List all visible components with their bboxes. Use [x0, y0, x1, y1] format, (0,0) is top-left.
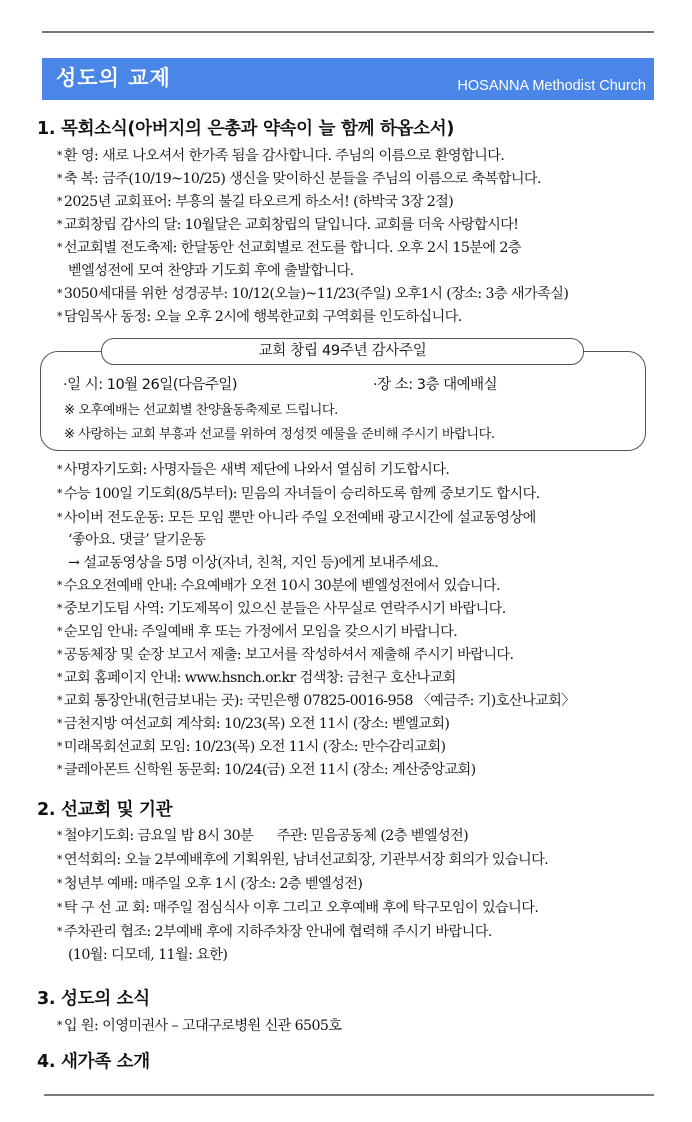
asterisk-bullet-icon: *: [57, 172, 62, 185]
item-continuation: → 설교동영상을 5명 이상(자녀, 친척, 지인 등)에게 보내주세요.: [68, 555, 439, 571]
top-divider: [42, 31, 654, 33]
list-item: [57, 1016, 341, 1037]
item-continuation: 벧엘성전에 모여 찬양과 기도회 후에 출발합니다.: [68, 263, 354, 279]
notice-note: ※ 오후예배는 선교회별 찬양율동축제로 드립니다.: [64, 403, 338, 418]
asterisk-bullet-icon: *: [57, 310, 62, 323]
list-item: [57, 192, 453, 213]
list-item: [57, 874, 362, 895]
item-text: 2025년 교회표어: 부흥의 불길 타오르게 하소서! (하박국 3장 2절): [63, 194, 454, 210]
item-text: 미래목회선교회 모임: 10/23(목) 오전 11시 (장소: 만수감리교회): [63, 739, 446, 755]
item-text: 교회창립 감사의 달: 10월달은 교회창립의 달입니다. 교회를 더욱 사랑합시다!: [63, 217, 519, 233]
item-text: 청년부 예배: 매주일 오후 1시 (장소: 2층 벧엘성전): [63, 876, 363, 892]
item-text: 사이버 전도운동: 모든 모임 뿐만 아니라 주일 오전예배 광고시간에 설교동영상에: [63, 510, 536, 526]
list-item: [57, 760, 476, 781]
list-item: [57, 668, 456, 689]
list-item: [57, 146, 504, 167]
list-item: [57, 307, 462, 328]
asterisk-bullet-icon: *: [57, 740, 62, 753]
list-item: [57, 599, 506, 620]
item-text: 3050세대를 위한 성경공부: 10/12(오늘)~11/23(주일) 오후1시 (장소: 3층 새가족실): [63, 286, 569, 302]
asterisk-bullet-icon: *: [57, 717, 62, 730]
list-item: [57, 460, 449, 481]
list-item: [57, 737, 445, 758]
item-text: 철야기도회: 금요일 밤 8시 30분 주관: 믿음공동체 (2층 벧엘성전): [63, 828, 469, 844]
section-banner: [42, 58, 654, 100]
event-date: ·일 시: 10월 26일(다음주일): [63, 377, 238, 393]
item-text: 선교회별 전도축제: 한달동안 선교회별로 전도를 합니다. 오후 2시 15분에 2층: [63, 240, 521, 256]
notice-note: ※ 사랑하는 교회 부흥과 선교를 위하여 정성껏 예물을 준비해 주시기 바랍니다.: [64, 427, 495, 442]
list-item: [57, 898, 538, 919]
item-text: 수요오전예배 안내: 수요예배가 오전 10시 30분에 벧엘성전에서 있습니다.: [63, 578, 501, 594]
item-text: 주차관리 협조: 2부예배 후에 지하주차장 안내에 협력해 주시기 바랍니다.: [63, 924, 492, 940]
list-item: [57, 645, 513, 666]
item-text: 순모임 안내: 주일예배 후 또는 가정에서 모임을 갖으시기 바랍니다.: [63, 624, 458, 640]
asterisk-bullet-icon: *: [57, 602, 62, 615]
bottom-divider: [44, 1094, 654, 1096]
notice-box-title: 교회 창립 49주년 감사주일: [101, 338, 584, 365]
list-item: [57, 238, 521, 259]
item-text: 연석회의: 오늘 2부예배후에 기획위원, 남녀선교회장, 기관부서장 회의가 있습니다.: [63, 852, 549, 868]
list-item: [57, 714, 449, 735]
church-name: HOSANNA Methodist Church: [457, 78, 646, 94]
section-4-heading: 4. 새가족 소개: [37, 1052, 150, 1072]
list-item: [57, 215, 518, 236]
asterisk-bullet-icon: *: [57, 149, 62, 162]
list-item: [57, 850, 548, 871]
asterisk-bullet-icon: *: [57, 1019, 62, 1032]
asterisk-bullet-icon: *: [57, 853, 62, 866]
asterisk-bullet-icon: *: [57, 487, 62, 500]
asterisk-bullet-icon: *: [57, 241, 62, 254]
list-item: [57, 691, 575, 712]
list-item: [57, 576, 500, 597]
list-item: [57, 922, 492, 943]
section-2-heading: 2. 선교회 및 기관: [37, 800, 173, 820]
section-1-heading: 1. 목회소식(아버지의 은총과 약속이 늘 함께 하옵소서): [37, 119, 455, 139]
item-continuation: (10월: 디모데, 11월: 요한): [68, 947, 228, 963]
list-item: [57, 622, 457, 643]
asterisk-bullet-icon: *: [57, 463, 62, 476]
item-text: 환 영: 새로 나오셔서 한가족 됨을 감사합니다. 주님의 이름으로 환영합니다.: [63, 148, 505, 164]
asterisk-bullet-icon: *: [57, 218, 62, 231]
item-text: 축 복: 금주(10/19~10/25) 생신을 맞이하신 분들을 주님의 이름으로 축복합니다.: [63, 171, 541, 187]
list-item: [57, 826, 468, 847]
section-3-heading: 3. 성도의 소식: [37, 989, 150, 1009]
item-text: 공동체장 및 순장 보고서 제출: 보고서를 작성하셔서 제출해 주시기 바랍니다.: [63, 647, 514, 663]
item-text: 금천지방 여선교회 계삭회: 10/23(목) 오전 11시 (장소: 벧엘교회): [63, 716, 450, 732]
list-item: [57, 508, 536, 529]
asterisk-bullet-icon: *: [57, 901, 62, 914]
item-text: 중보기도팀 사역: 기도제목이 있으신 분들은 사무실로 연락주시기 바랍니다.: [63, 601, 506, 617]
item-text: 교회 통장안내(헌금보내는 곳): 국민은행 07825-0016-958 〈예금주: 기)호산나교회〉: [63, 693, 575, 709]
item-text: 사명자기도회: 사명자들은 새벽 제단에 나와서 열심히 기도합시다.: [63, 462, 450, 478]
list-item: [57, 169, 541, 190]
item-text: 담임목사 동정: 오늘 오후 2시에 행복한교회 구역회를 인도하십니다.: [63, 309, 462, 325]
asterisk-bullet-icon: *: [57, 877, 62, 890]
item-text: 클레아몬트 신학원 동문회: 10/24(금) 오전 11시 (장소: 계산중앙교회): [63, 762, 476, 778]
asterisk-bullet-icon: *: [57, 511, 62, 524]
item-continuation: ‘좋아요. 댓글’ 달기운동: [68, 532, 206, 548]
asterisk-bullet-icon: *: [57, 829, 62, 842]
banner-title: 성도의 교제: [56, 66, 171, 90]
list-item: [57, 284, 568, 305]
asterisk-bullet-icon: *: [57, 287, 62, 300]
asterisk-bullet-icon: *: [57, 671, 62, 684]
event-place: ·장 소: 3층 대예배실: [373, 377, 498, 393]
asterisk-bullet-icon: *: [57, 925, 62, 938]
asterisk-bullet-icon: *: [57, 763, 62, 776]
asterisk-bullet-icon: *: [57, 694, 62, 707]
asterisk-bullet-icon: *: [57, 579, 62, 592]
item-text: 탁 구 선 교 회: 매주일 점심식사 이후 그리고 오후예배 후에 탁구모임이 있습니다.: [63, 900, 539, 916]
item-text: 입 원: 이영미권사 – 고대구로병원 신관 6505호: [63, 1018, 342, 1034]
asterisk-bullet-icon: *: [57, 625, 62, 638]
item-text: 교회 홈페이지 안내: www.hsnch.or.kr 검색창: 금천구 호산나교회: [63, 670, 456, 686]
item-text: 수능 100일 기도회(8/5부터): 믿음의 자녀들이 승리하도록 함께 중보기도 합시다.: [63, 486, 540, 502]
asterisk-bullet-icon: *: [57, 195, 62, 208]
list-item: [57, 484, 540, 505]
asterisk-bullet-icon: *: [57, 648, 62, 661]
